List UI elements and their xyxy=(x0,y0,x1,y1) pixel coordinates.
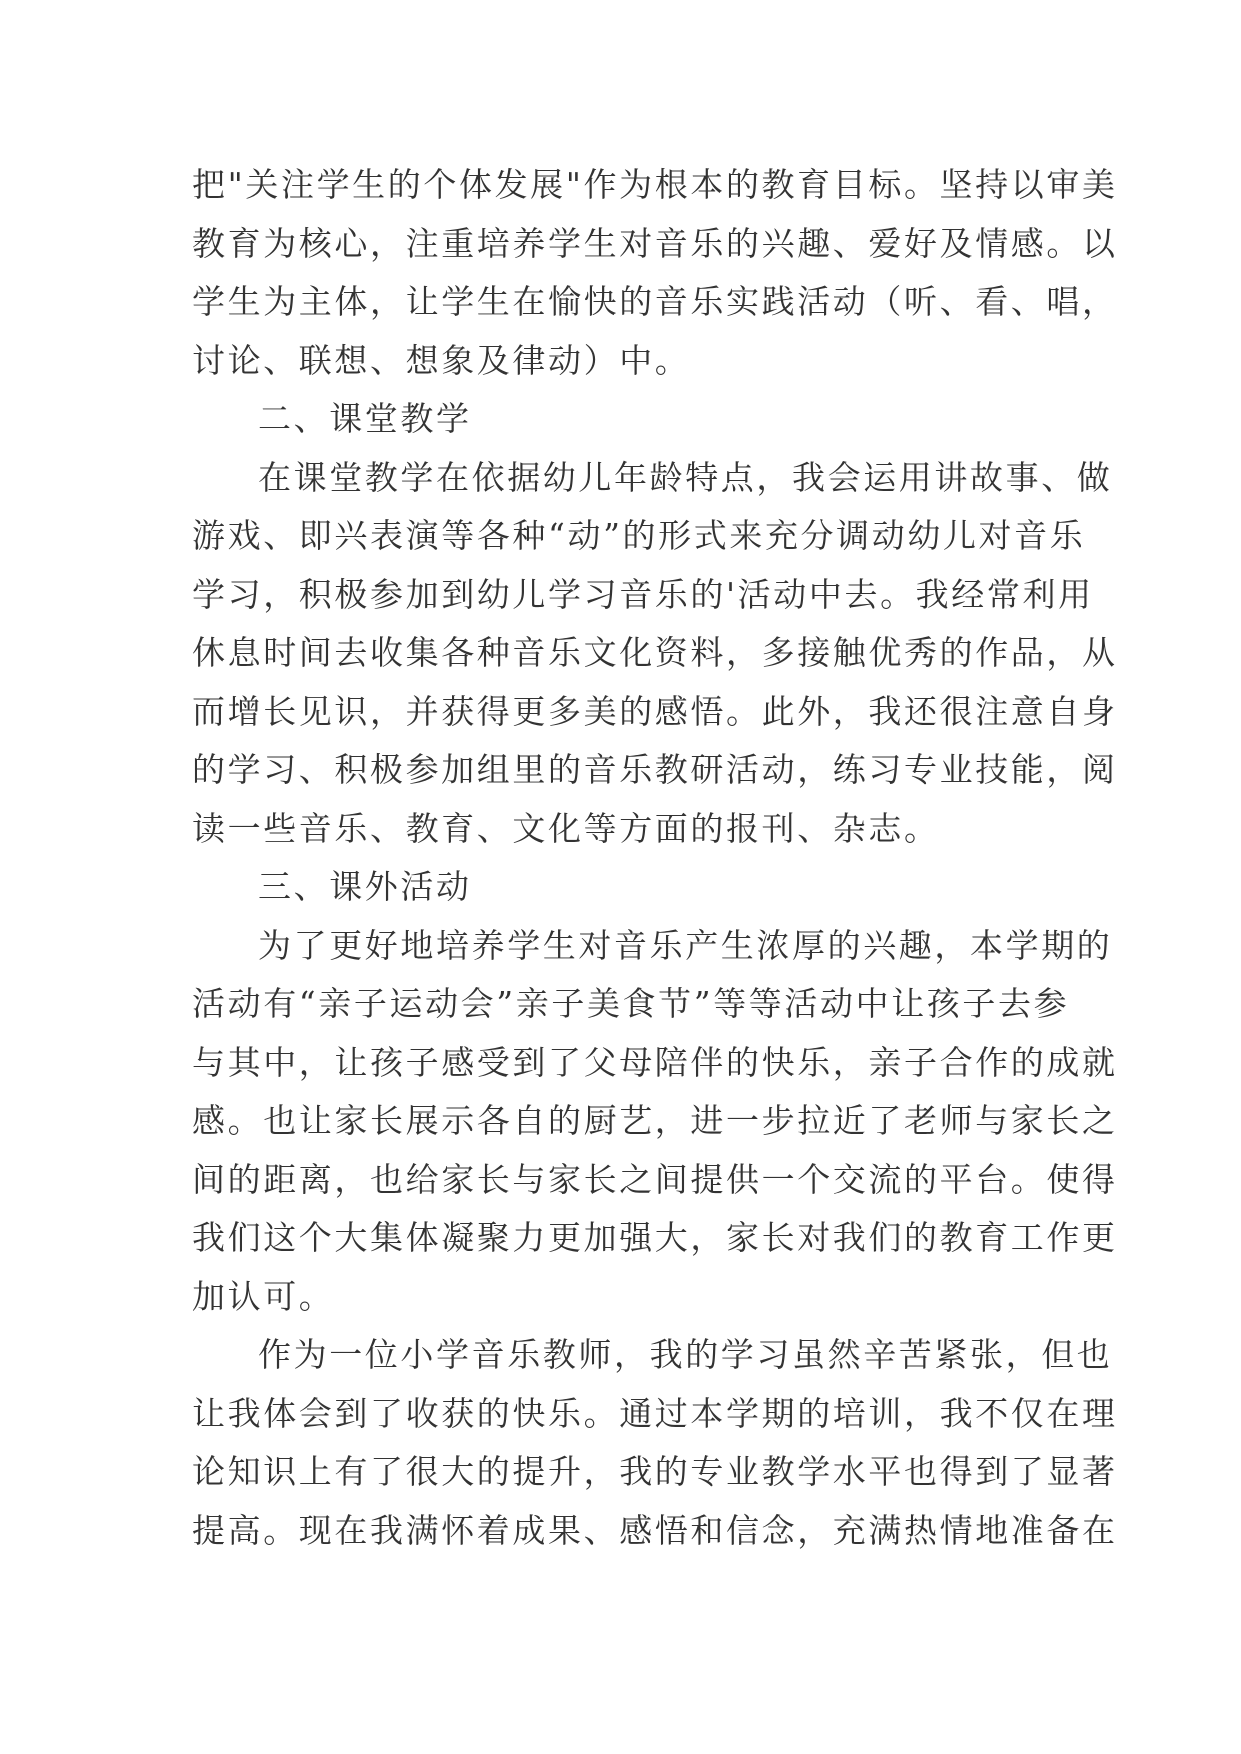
paragraph-start-line: 在课堂教学在依据幼儿年龄特点，我会运用讲故事、做 xyxy=(258,457,1113,497)
text-line: 游戏、即兴表演等各种“动”的形式来充分调动幼儿对音乐 xyxy=(192,516,1086,555)
text-line: 休息时间去收集各种音乐文化资料，多接触优秀的作品，从 xyxy=(192,633,1118,672)
text-line: 教育为核心，注重培养学生对音乐的兴趣、爱好及情感。以 xyxy=(192,223,1118,263)
text-line: 把"关注学生的个体发展"作为根本的教育目标。坚持以审美 xyxy=(192,165,1118,204)
text-line: 讨论、联想、想象及律动）中。 xyxy=(192,340,691,380)
text-line: 而增长见识，并获得更多美的感悟。此外，我还很注意自身 xyxy=(192,691,1118,731)
paragraph-start-line: 为了更好地培养学生对音乐产生浓厚的兴趣，本学期的 xyxy=(258,925,1113,965)
paragraph-start-line: 三、课外活动 xyxy=(258,867,472,906)
text-line: 让我体会到了收获的快乐。通过本学期的培训，我不仅在理 xyxy=(192,1393,1118,1433)
document-body xyxy=(192,156,1118,1560)
text-line: 间的距离，也给家长与家长之间提供一个交流的平台。使得 xyxy=(192,1159,1118,1199)
text-line: 学生为主体，让学生在愉快的音乐实践活动（听、看、唱， xyxy=(192,282,1118,321)
text-line: 加认可。 xyxy=(192,1276,335,1316)
paragraph-start-line: 二、课堂教学 xyxy=(258,399,472,438)
text-line: 的学习、积极参加组里的音乐教研活动，练习专业技能，阅 xyxy=(192,750,1118,789)
text-line: 论知识上有了很大的提升，我的专业教学水平也得到了显著 xyxy=(192,1452,1118,1491)
text-line: 我们这个大集体凝聚力更加强大，家长对我们的教育工作更 xyxy=(192,1218,1118,1257)
text-line: 感。也让家长展示各自的厨艺，进一步拉近了老师与家长之 xyxy=(192,1101,1118,1140)
text-line: 学习，积极参加到幼儿学习音乐的'活动中去。我经常利用 xyxy=(192,574,1094,614)
text-line: 提高。现在我满怀着成果、感悟和信念，充满热情地准备在 xyxy=(192,1510,1118,1550)
text-line: 与其中，让孩子感受到了父母陪伴的快乐，亲子合作的成就 xyxy=(192,1042,1118,1082)
paragraph-start-line: 作为一位小学音乐教师，我的学习虽然辛苦紧张，但也 xyxy=(258,1335,1113,1374)
text-line: 读一些音乐、教育、文化等方面的报刊、杂志。 xyxy=(192,808,940,848)
text-line: 活动有“亲子运动会”亲子美食节”等等活动中让孩子去参 xyxy=(192,984,1070,1023)
